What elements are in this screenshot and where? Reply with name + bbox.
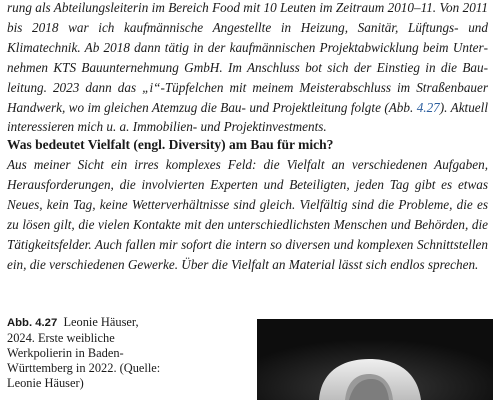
intro-text-start: rung als Abteilungsleiterin im Bereich Food mit 10 Leuten im Zeitraum 2010–11. Von 2011 bis 2018 war ich kaufmännische Angestellte in Heizung, Sanitär, Lüftungs- und Klimatechnik. Ab 2018 dann tätig in der kaufmännischen Projektabwicklung beim Unternehmen KTS Bauunternehmung GmbH. Im Anschluss bot sich der Einstieg in die Bauleitung. 2023 dann das „i“-Tüpfelchen mit meinem Meisterabschluss im Straßenbauer Handwerk, wo im gleichen Atemzug die Bau- und Projektleitung folgte (Abb. [7,0,488,115]
section-heading: Was bedeutet Vielfalt (engl. Diversity) am Bau für mich? [7,137,334,152]
intro-text-end: ). Aktuell interessieren mich u. a. Immobilien- und Projektinvestments. [7,99,488,135]
figure-reference-link[interactable]: 4.27 [416,99,440,115]
portrait-image [257,319,493,400]
intro-paragraph [7,0,488,137]
figure-label: Abb. 4.27 [7,317,58,329]
answer-paragraph: Aus meiner Sicht ein irres komplexes Feld: die Vielfalt an verschiedenen Aufgaben, Herausforderungen, die involvierten Experten und Beteiligten, jeden Tag gibt es etwas Neues, kein Tag, keine Wetterverhältnisse sind gleich. Vielfältig sind die Probleme, die es zu lösen gilt, die vielen Kontakte mit den unterschiedlichsten Menschen und Behörden, die Tätigkeitsfelder. Auch fallen mir sofort die intern so diversen und komplexen Schnittstellen ein, die verschiedenen Gewerke. Über die Vielfalt an Material lässt sich endlos sprechen. [7,157,488,272]
figure-caption [7,315,169,391]
figure-caption-text: Leonie Häuser, 2024. Erste weibliche Werkpolierin in Baden-Württemberg in 2022. (Quelle: Leonie Häuser) [7,315,161,390]
portrait-photo [257,319,493,400]
